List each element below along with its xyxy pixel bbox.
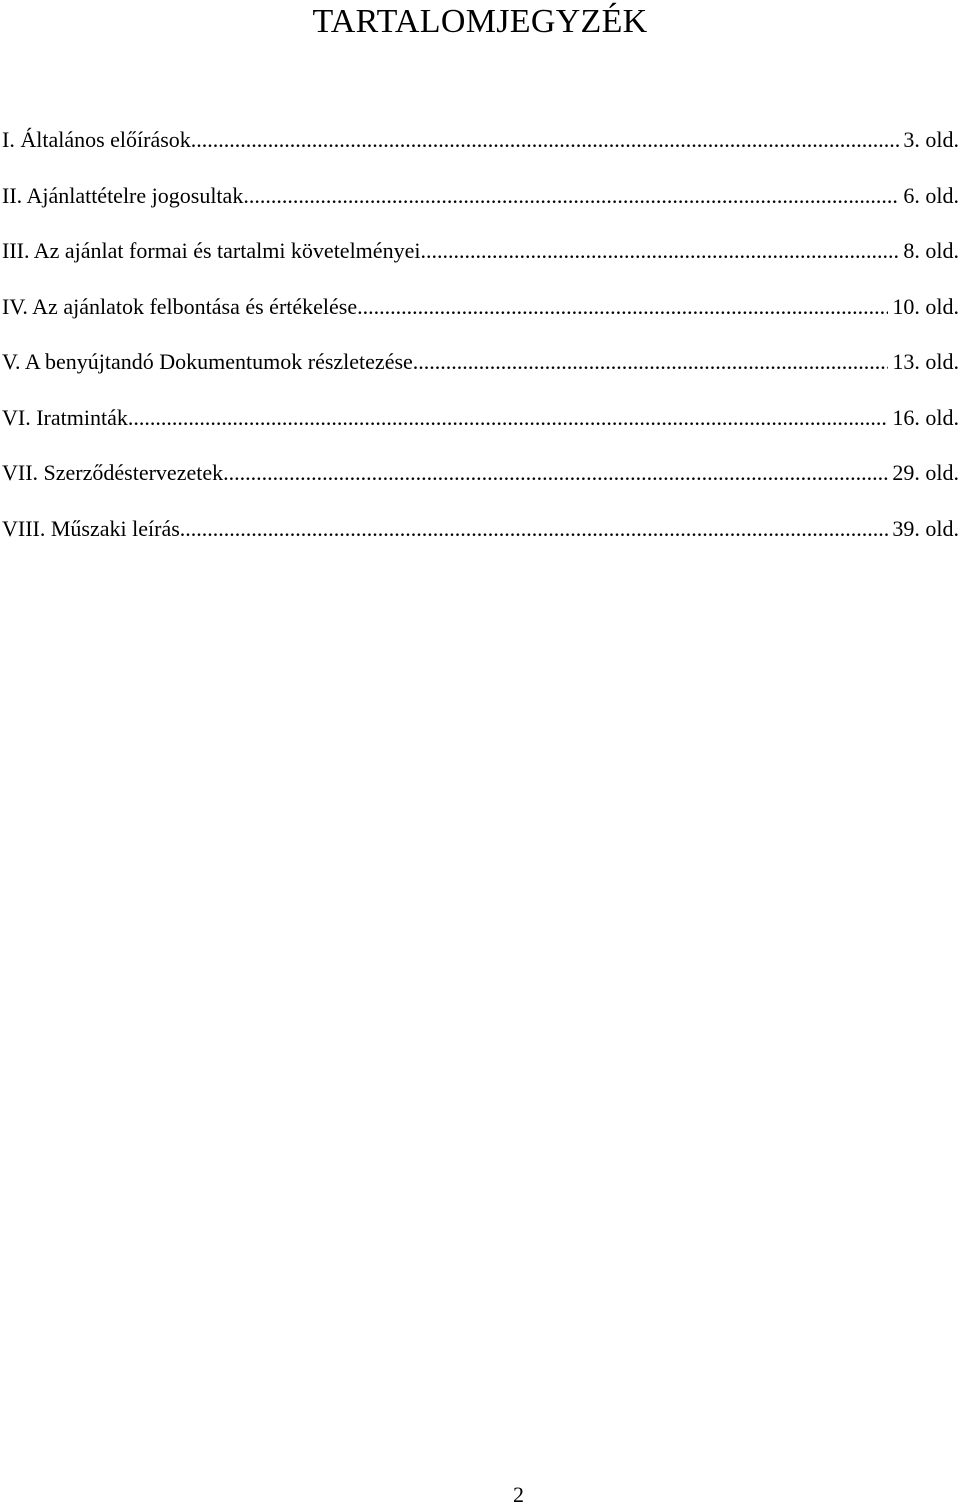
toc-entry-label: IV. Az ajánlatok felbontása és értékelése — [2, 293, 358, 319]
toc-entry — [2, 290, 959, 346]
toc-dot-leader — [413, 345, 889, 379]
toc-entry — [2, 512, 959, 568]
toc-entry-label: III. Az ajánlat formai és tartalmi követelményei — [2, 238, 421, 263]
toc-entry — [2, 345, 959, 401]
toc-entry — [2, 123, 959, 179]
toc-entry-page: 10. old. — [892, 293, 959, 319]
toc-entry-page: 29. old. — [892, 460, 959, 485]
toc-entry — [2, 456, 959, 512]
toc-dot-leader — [243, 179, 899, 213]
toc-entry-label: V. A benyújtandó Dokumentumok részletezése — [2, 349, 413, 374]
toc-dot-leader — [357, 290, 888, 324]
toc-entry-page: 16. old. — [892, 404, 959, 430]
table-of-contents — [2, 123, 959, 567]
toc-entry-label: VI. Iratminták — [2, 404, 128, 430]
toc-dot-leader — [180, 512, 889, 546]
toc-entry-label: VIII. Műszaki leírás — [2, 515, 180, 541]
toc-entry-label: VII. Szerződéstervezetek — [2, 460, 224, 485]
page-number: 2 — [513, 1482, 524, 1507]
toc-entry-page: 8. old. — [903, 238, 959, 263]
toc-entry-page: 39. old. — [892, 515, 959, 541]
toc-entry-page: 13. old. — [892, 349, 959, 374]
toc-dot-leader — [128, 401, 889, 435]
toc-entry — [2, 401, 959, 457]
toc-dot-leader — [223, 456, 888, 490]
toc-dot-leader — [420, 234, 899, 268]
toc-entry-label: I. Általános előírások — [2, 127, 191, 152]
toc-entry-page: 6. old. — [903, 182, 959, 208]
toc-entry-page: 3. old. — [903, 127, 959, 152]
toc-entry-label: II. Ajánlattételre jogosultak — [2, 182, 244, 208]
page-title: TARTALOMJEGYZÉK — [312, 3, 648, 40]
toc-entry — [2, 179, 959, 235]
toc-entry — [2, 234, 959, 290]
toc-dot-leader — [191, 123, 900, 157]
